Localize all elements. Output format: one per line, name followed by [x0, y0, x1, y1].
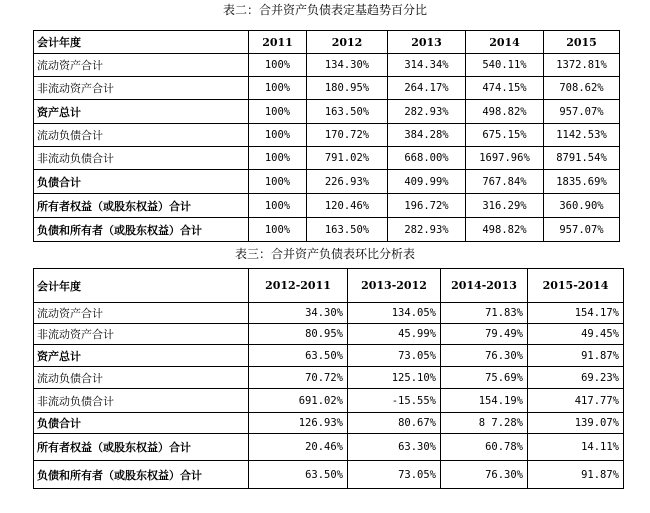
value-cell: 45.99%: [348, 324, 441, 345]
value-cell: 264.17%: [388, 77, 466, 100]
table-row: [34, 218, 620, 242]
value-cell: 282.93%: [388, 100, 466, 124]
row-label: 非流动负债合计: [34, 147, 249, 170]
row-label: 非流动资产合计: [34, 77, 249, 100]
row-label: 流动负债合计: [34, 367, 249, 389]
value-cell: 498.82%: [466, 218, 544, 242]
value-cell: 180.95%: [307, 77, 388, 100]
value-cell: 196.72%: [388, 194, 466, 218]
table-row: [34, 345, 624, 367]
row-label: 非流动资产合计: [34, 324, 249, 345]
value-cell: 34.30%: [249, 303, 348, 324]
column-header-label: 会计年度: [34, 31, 249, 54]
value-cell: 154.17%: [528, 303, 624, 324]
value-cell: 163.50%: [307, 218, 388, 242]
column-header-label: 会计年度: [34, 269, 249, 303]
table1-body: [34, 31, 620, 242]
row-label: 流动资产合计: [34, 54, 249, 77]
value-cell: 126.93%: [249, 413, 348, 434]
column-header: 2012-2011: [249, 269, 348, 303]
value-cell: 70.72%: [249, 367, 348, 389]
value-cell: 8791.54%: [544, 147, 620, 170]
row-label: 所有者权益（或股东权益）合计: [34, 434, 249, 461]
row-label: 资产总计: [34, 100, 249, 124]
value-cell: 360.90%: [544, 194, 620, 218]
row-label: 流动负债合计: [34, 124, 249, 147]
value-cell: 540.11%: [466, 54, 544, 77]
value-cell: 75.69%: [441, 367, 528, 389]
value-cell: 80.95%: [249, 324, 348, 345]
value-cell: 791.02%: [307, 147, 388, 170]
value-cell: 8 7.28%: [441, 413, 528, 434]
value-cell: 73.05%: [348, 461, 441, 489]
value-cell: 120.46%: [307, 194, 388, 218]
header-row: [34, 31, 620, 54]
table2-body: [34, 269, 624, 489]
value-cell: 49.45%: [528, 324, 624, 345]
row-label: 负债和所有者（或股东权益）合计: [34, 218, 249, 242]
column-header: 2015: [544, 31, 620, 54]
value-cell: 100%: [249, 218, 307, 242]
table-row: [34, 100, 620, 124]
table-row: [34, 170, 620, 194]
value-cell: 125.10%: [348, 367, 441, 389]
value-cell: 1697.96%: [466, 147, 544, 170]
value-cell: 282.93%: [388, 218, 466, 242]
table-row: [34, 461, 624, 489]
value-cell: 20.46%: [249, 434, 348, 461]
value-cell: 100%: [249, 170, 307, 194]
table-row: [34, 54, 620, 77]
row-label: 负债和所有者（或股东权益）合计: [34, 461, 249, 489]
row-label: 负债合计: [34, 170, 249, 194]
value-cell: 384.28%: [388, 124, 466, 147]
value-cell: 154.19%: [441, 389, 528, 413]
value-cell: 76.30%: [441, 345, 528, 367]
value-cell: 474.15%: [466, 77, 544, 100]
table1-caption: 表二：合并资产负债表定基趋势百分比: [222, 3, 427, 17]
value-cell: 316.29%: [466, 194, 544, 218]
table-row: [34, 194, 620, 218]
value-cell: 79.49%: [441, 324, 528, 345]
value-cell: 498.82%: [466, 100, 544, 124]
table-row: [34, 77, 620, 100]
value-cell: 91.87%: [528, 345, 624, 367]
value-cell: 139.07%: [528, 413, 624, 434]
value-cell: 691.02%: [249, 389, 348, 413]
row-label: 流动资产合计: [34, 303, 249, 324]
column-header: 2015-2014: [528, 269, 624, 303]
value-cell: 100%: [249, 54, 307, 77]
value-cell: 60.78%: [441, 434, 528, 461]
row-label: 所有者权益（或股东权益）合计: [34, 194, 249, 218]
value-cell: 100%: [249, 147, 307, 170]
value-cell: 409.99%: [388, 170, 466, 194]
value-cell: 63.30%: [348, 434, 441, 461]
value-cell: 163.50%: [307, 100, 388, 124]
table-row: [34, 324, 624, 345]
value-cell: 170.72%: [307, 124, 388, 147]
value-cell: 957.07%: [544, 218, 620, 242]
value-cell: 708.62%: [544, 77, 620, 100]
value-cell: 69.23%: [528, 367, 624, 389]
value-cell: 63.50%: [249, 461, 348, 489]
base-trend-table: [33, 30, 620, 242]
value-cell: 314.34%: [388, 54, 466, 77]
table-row: [34, 434, 624, 461]
value-cell: 73.05%: [348, 345, 441, 367]
column-header: 2011: [249, 31, 307, 54]
row-label: 资产总计: [34, 345, 249, 367]
value-cell: 71.83%: [441, 303, 528, 324]
column-header: 2014-2013: [441, 269, 528, 303]
value-cell: 76.30%: [441, 461, 528, 489]
header-row: [34, 269, 624, 303]
table-row: [34, 413, 624, 434]
column-header: 2014: [466, 31, 544, 54]
value-cell: 1142.53%: [544, 124, 620, 147]
value-cell: 675.15%: [466, 124, 544, 147]
column-header: 2013: [388, 31, 466, 54]
value-cell: 767.84%: [466, 170, 544, 194]
value-cell: 100%: [249, 100, 307, 124]
value-cell: 134.30%: [307, 54, 388, 77]
table-row: [34, 367, 624, 389]
table-row: [34, 147, 620, 170]
row-label: 非流动负债合计: [34, 389, 249, 413]
chain-ratio-table: [33, 268, 624, 489]
column-header: 2013-2012: [348, 269, 441, 303]
value-cell: 14.11%: [528, 434, 624, 461]
value-cell: -15.55%: [348, 389, 441, 413]
column-header: 2012: [307, 31, 388, 54]
value-cell: 668.00%: [388, 147, 466, 170]
value-cell: 63.50%: [249, 345, 348, 367]
value-cell: 417.77%: [528, 389, 624, 413]
table-row: [34, 389, 624, 413]
value-cell: 100%: [249, 77, 307, 100]
value-cell: 80.67%: [348, 413, 441, 434]
value-cell: 1835.69%: [544, 170, 620, 194]
value-cell: 134.05%: [348, 303, 441, 324]
value-cell: 226.93%: [307, 170, 388, 194]
value-cell: 91.87%: [528, 461, 624, 489]
table-row: [34, 303, 624, 324]
table2-caption: 表三：合并资产负债表环比分析表: [234, 247, 415, 261]
value-cell: 1372.81%: [544, 54, 620, 77]
row-label: 负债合计: [34, 413, 249, 434]
value-cell: 100%: [249, 124, 307, 147]
value-cell: 100%: [249, 194, 307, 218]
table-row: [34, 124, 620, 147]
value-cell: 957.07%: [544, 100, 620, 124]
